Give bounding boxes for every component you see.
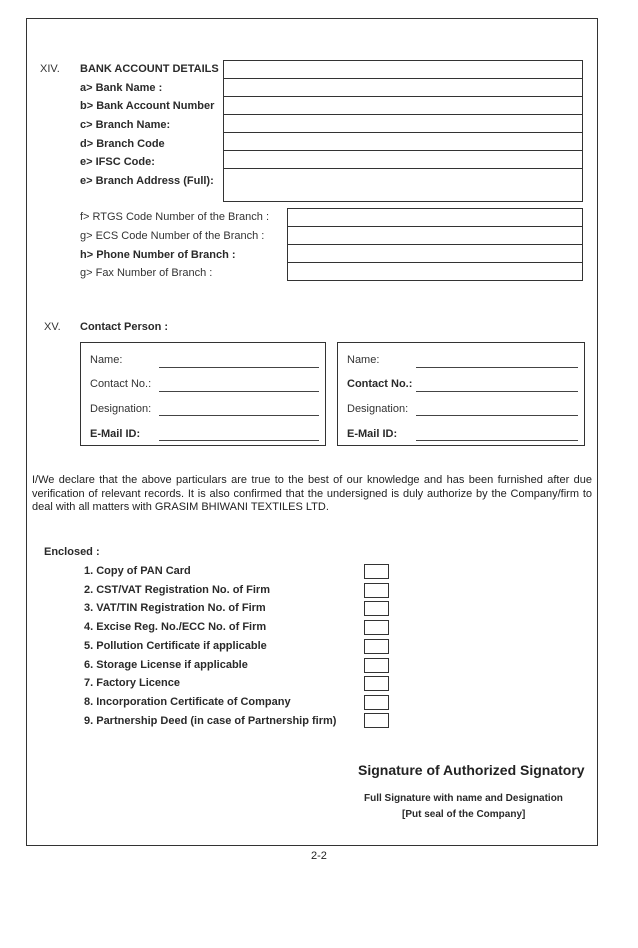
- enclosed-item: 6. Storage License if applicable: [84, 659, 248, 671]
- rtgs-code-label: f> RTGS Code Number of the Branch :: [80, 211, 270, 223]
- section-xiv-title: BANK ACCOUNT DETAILS: [80, 63, 219, 75]
- branch-name-label: c> Branch Name:: [80, 119, 171, 131]
- cst-vat-checkbox[interactable]: [364, 583, 389, 598]
- bank-name-label: a> Bank Name :: [80, 82, 163, 94]
- page-number: 2-2: [311, 850, 327, 862]
- factory-licence-checkbox[interactable]: [364, 676, 389, 691]
- contact-1-name-label: Name:: [90, 354, 123, 366]
- enclosed-title: Enclosed :: [44, 546, 100, 558]
- contact-2-designation-line[interactable]: [416, 415, 578, 416]
- contact-2-email-line[interactable]: [416, 440, 578, 441]
- rtgs-code-field[interactable]: [287, 208, 583, 227]
- phone-number-field[interactable]: [287, 244, 583, 263]
- enclosed-item: 4. Excise Reg. No./ECC No. of Firm: [84, 621, 267, 633]
- incorporation-certificate-checkbox[interactable]: [364, 695, 389, 710]
- phone-number-label: h> Phone Number of Branch :: [80, 249, 236, 261]
- contact-2-contact-line[interactable]: [416, 391, 578, 392]
- contact-1-contact-line[interactable]: [159, 391, 319, 392]
- ifsc-code-label: e> IFSC Code:: [80, 156, 155, 168]
- enclosed-item: 7. Factory Licence: [84, 677, 180, 689]
- contact-1-designation-line[interactable]: [159, 415, 319, 416]
- contact-1-email-label: E-Mail ID:: [90, 428, 141, 440]
- contact-2-name-line[interactable]: [416, 367, 578, 368]
- branch-code-label: d> Branch Code: [80, 138, 165, 150]
- enclosed-item: 1. Copy of PAN Card: [84, 565, 191, 577]
- signature-line-2: [Put seal of the Company]: [402, 809, 526, 820]
- contact-2-email-label: E-Mail ID:: [347, 428, 398, 440]
- fax-number-field[interactable]: [287, 262, 583, 281]
- branch-address-label: e> Branch Address (Full):: [80, 175, 214, 187]
- pan-card-checkbox[interactable]: [364, 564, 389, 579]
- section-xiv-number: XIV.: [40, 63, 60, 75]
- enclosed-item: 5. Pollution Certificate if applicable: [84, 640, 267, 652]
- section-title-box: [223, 60, 583, 79]
- declaration-text: I/We declare that the above particulars are true to the best of our knowledge and has been furnished after due verification of relevant records. It is also confirmed that the undersigned is duly authorize by the Company/firm to deal with all matters with GRASIM BHIWANI TEXTILES LTD.: [32, 474, 592, 513]
- contact-2-name-label: Name:: [347, 354, 380, 366]
- ifsc-code-field[interactable]: [223, 150, 583, 169]
- excise-reg-checkbox[interactable]: [364, 620, 389, 635]
- pollution-certificate-checkbox[interactable]: [364, 639, 389, 654]
- contact-1-designation-label: Designation:: [90, 403, 152, 415]
- branch-address-field[interactable]: [223, 168, 583, 202]
- partnership-deed-checkbox[interactable]: [364, 713, 389, 728]
- branch-name-field[interactable]: [223, 114, 583, 133]
- bank-account-number-field[interactable]: [223, 96, 583, 115]
- section-xv-title: Contact Person :: [80, 321, 169, 333]
- contact-person-box-2: [337, 342, 585, 446]
- contact-2-designation-label: Designation:: [347, 403, 409, 415]
- contact-2-contact-label: Contact No.:: [347, 378, 413, 390]
- contact-1-email-line[interactable]: [159, 440, 319, 441]
- ecs-code-field[interactable]: [287, 226, 583, 245]
- signature-line-1: Full Signature with name and Designation: [364, 793, 563, 804]
- contact-1-name-line[interactable]: [159, 367, 319, 368]
- section-xv-number: XV.: [44, 321, 61, 333]
- signature-title: Signature of Authorized Signatory: [358, 762, 585, 778]
- fax-number-label: g> Fax Number of Branch :: [80, 267, 213, 279]
- bank-account-number-label: b> Bank Account Number: [80, 100, 215, 112]
- enclosed-item: 3. VAT/TIN Registration No. of Firm: [84, 602, 266, 614]
- vat-tin-checkbox[interactable]: [364, 601, 389, 616]
- contact-person-box-1: [80, 342, 326, 446]
- ecs-code-label: g> ECS Code Number of the Branch :: [80, 230, 265, 242]
- enclosed-item: 9. Partnership Deed (in case of Partnership firm): [84, 715, 337, 727]
- bank-name-field[interactable]: [223, 78, 583, 97]
- branch-code-field[interactable]: [223, 132, 583, 151]
- enclosed-item: 8. Incorporation Certificate of Company: [84, 696, 291, 708]
- contact-1-contact-label: Contact No.:: [90, 378, 152, 390]
- enclosed-item: 2. CST/VAT Registration No. of Firm: [84, 584, 270, 596]
- storage-license-checkbox[interactable]: [364, 658, 389, 673]
